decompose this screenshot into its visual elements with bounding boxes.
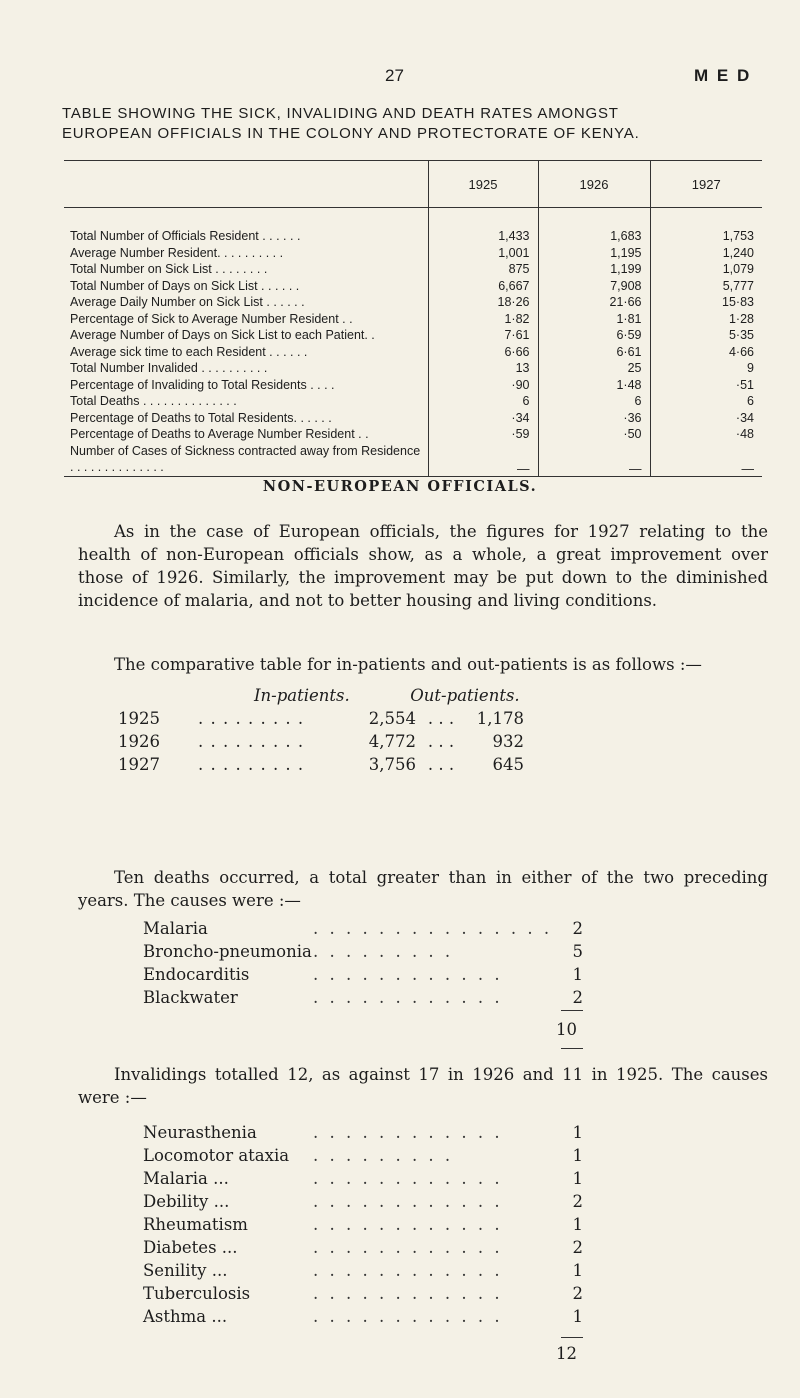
cause-label: Locomotor ataxia <box>143 1146 290 1165</box>
leader-dots: . . . . . . . . . . . . <box>313 1307 503 1326</box>
cause-label: Malaria <box>143 919 208 938</box>
cause-count: 1 <box>572 1169 583 1188</box>
deaths-total-rule <box>561 1010 583 1011</box>
table-header-row <box>64 161 762 208</box>
cause-label: Neurasthenia <box>143 1123 257 1142</box>
cell-value: 6 <box>428 393 538 410</box>
cause-count: 1 <box>572 1307 583 1326</box>
cell-value: 25 <box>538 360 650 377</box>
cell-value: ·51 <box>650 377 762 394</box>
table-row <box>64 360 762 377</box>
list-item <box>143 1167 583 1190</box>
cause-label: Rheumatism <box>143 1215 248 1234</box>
table-row <box>64 245 762 262</box>
row-label: Total Number of Days on Sick List . . . . . . <box>70 278 300 293</box>
out-patients-value: 645 <box>492 755 524 774</box>
cell-value: ·34 <box>428 410 538 427</box>
cell-value: 1·82 <box>428 311 538 328</box>
year-header: 1926 <box>538 161 650 208</box>
leader-dots: . . . . . . . . . . . . . . . <box>313 919 553 938</box>
leader-dots: . . . . . . . . . . . . <box>313 1169 503 1188</box>
list-item <box>143 1259 583 1282</box>
cell-value: — <box>650 443 762 477</box>
cell-value: 1·81 <box>538 311 650 328</box>
cell-value: 6 <box>650 393 762 410</box>
row-label: Total Number Invalided . . . . . . . . . . <box>70 361 268 376</box>
page-number: 27 <box>385 66 404 85</box>
row-label: Average Number of Days on Sick List to each Patient. . <box>70 328 375 343</box>
row-label: Total Number on Sick List . . . . . . . . <box>70 262 268 277</box>
patients-dots: . . . <box>427 709 455 728</box>
list-item <box>143 1236 583 1259</box>
row-label: Total Deaths . . . . . . . . . . . . . . <box>70 394 237 409</box>
paragraph-invalidings: Invalidings totalled 12, as against 17 in 1926 and 11 in 1925. The causes were :— <box>78 1065 768 1107</box>
patients-dots: . . . <box>427 755 455 774</box>
section-mark: M E D <box>694 66 752 85</box>
patients-row <box>118 709 648 728</box>
list-item <box>143 986 583 1009</box>
table-row <box>64 327 762 344</box>
cause-count: 1 <box>572 1215 583 1234</box>
row-label: Average Number Resident. . . . . . . . . . <box>70 245 284 260</box>
cause-count: 1 <box>572 1123 583 1142</box>
cause-count: 2 <box>572 1238 583 1257</box>
list-item <box>143 1121 583 1144</box>
table-title-line: TABLE SHOWING THE SICK, INVALIDING AND DEATH RATES AMONGST <box>62 105 619 122</box>
list-item <box>143 1190 583 1213</box>
cell-value: 6,667 <box>428 278 538 295</box>
in-patients-value: 2,554 <box>368 709 416 728</box>
in-patients-label: In-patients. <box>254 686 350 705</box>
cause-label: Endocarditis <box>143 965 250 984</box>
table-row <box>64 261 762 278</box>
cell-value: ·90 <box>428 377 538 394</box>
cause-label: Tuberculosis <box>143 1284 251 1303</box>
invalidings-list <box>143 1121 583 1328</box>
cell-value: 1·28 <box>650 311 762 328</box>
cell-value: ·36 <box>538 410 650 427</box>
cell-value: ·34 <box>650 410 762 427</box>
cell-value: 15·83 <box>650 294 762 311</box>
cell-value: 1,079 <box>650 261 762 278</box>
deaths-total: 10 <box>556 1020 577 1039</box>
table-title <box>62 104 762 144</box>
patients-year: 1925 <box>118 709 160 728</box>
row-label: Percentage of Sick to Average Number Resident . . <box>70 311 353 326</box>
cell-value: 1,195 <box>538 245 650 262</box>
table-row <box>64 377 762 394</box>
year-header: 1927 <box>650 161 762 208</box>
cell-value: 1,683 <box>538 208 650 245</box>
list-item <box>143 917 583 940</box>
cell-value: — <box>538 443 650 477</box>
cause-count: 2 <box>572 988 583 1007</box>
leader-dots: . . . . . . . . . . . . <box>313 1215 503 1234</box>
cell-value: 13 <box>428 360 538 377</box>
cause-label: Diabetes ... <box>143 1238 238 1257</box>
out-patients-value: 932 <box>492 732 524 751</box>
cell-value: 7·61 <box>428 327 538 344</box>
cause-count: 1 <box>572 1261 583 1280</box>
table-row <box>64 208 762 245</box>
year-header: 1925 <box>428 161 538 208</box>
cell-value: 6·66 <box>428 344 538 361</box>
cause-label: Blackwater <box>143 988 238 1007</box>
cell-value: 1,753 <box>650 208 762 245</box>
row-label: Average sick time to each Resident . . . . . . <box>70 344 308 359</box>
patients-year: 1927 <box>118 755 160 774</box>
cell-value: ·50 <box>538 426 650 443</box>
out-patients-label: Out-patients. <box>410 686 520 705</box>
in-patients-value: 4,772 <box>368 732 416 751</box>
cell-value: 1·48 <box>538 377 650 394</box>
cause-label: Senility ... <box>143 1261 228 1280</box>
invalidings-total-rule <box>561 1337 583 1338</box>
list-item <box>143 963 583 986</box>
paragraph-deaths: Ten deaths occurred, a total greater than in either of the two preceding years. The causes were :— <box>78 868 768 910</box>
leader-dots: . . . . . . . . . <box>313 942 454 961</box>
cell-value: 6·59 <box>538 327 650 344</box>
table-row <box>64 278 762 295</box>
leader-dots: . . . . . . . . . <box>313 1146 454 1165</box>
cause-count: 2 <box>572 1192 583 1211</box>
cell-value: 1,240 <box>650 245 762 262</box>
table-row <box>64 344 762 361</box>
in-patients-value: 3,756 <box>368 755 416 774</box>
paragraph-intro: As in the case of European officials, the figures for 1927 relating to the health of non-European officials show, as a whole, a great improvement over those of 1926. Similarly, the improvement may be put down to the diminished incidence of malaria, and not to better housing and living conditions. <box>78 522 768 610</box>
cause-count: 2 <box>572 1284 583 1303</box>
cell-value: 5,777 <box>650 278 762 295</box>
cell-value: — <box>428 443 538 477</box>
cell-value: 21·66 <box>538 294 650 311</box>
row-label: Number of Cases of Sickness contracted away from Residence . . . . . . . . . . . . . . <box>64 443 428 477</box>
patients-row <box>118 732 648 751</box>
list-item <box>143 940 583 963</box>
row-label: Percentage of Invaliding to Total Residents . . . . <box>70 377 335 392</box>
cause-label: Debility ... <box>143 1192 230 1211</box>
table-row <box>64 443 762 477</box>
cell-value: 18·26 <box>428 294 538 311</box>
leader-dots: . . . . . . . . . . . . <box>313 965 503 984</box>
section-heading: NON-EUROPEAN OFFICIALS. <box>262 478 538 495</box>
european-officials-table <box>64 160 762 477</box>
cause-count: 1 <box>572 965 583 984</box>
deaths-total-rule-bottom <box>561 1048 583 1049</box>
cell-value: 5·35 <box>650 327 762 344</box>
leader-dots: . . . . . . . . . . . . <box>313 1261 503 1280</box>
leader-dots: . . . . . . . . . . . . <box>313 1192 503 1211</box>
cause-count: 5 <box>572 942 583 961</box>
table-header-blank <box>64 161 428 208</box>
cell-value: ·59 <box>428 426 538 443</box>
deaths-list <box>143 917 583 1009</box>
list-item <box>143 1305 583 1328</box>
row-label: Percentage of Deaths to Total Residents. . . . . . <box>70 410 332 425</box>
cell-value: 1,199 <box>538 261 650 278</box>
cause-count: 2 <box>572 919 583 938</box>
patients-dots: . . . . . . . . . <box>198 709 305 728</box>
cause-label: Asthma ... <box>143 1307 228 1326</box>
list-item <box>143 1282 583 1305</box>
leader-dots: . . . . . . . . . . . . <box>313 988 503 1007</box>
cell-value: ·48 <box>650 426 762 443</box>
table-row <box>64 294 762 311</box>
cell-value: 1,433 <box>428 208 538 245</box>
table-body <box>64 208 762 477</box>
cause-count: 1 <box>572 1146 583 1165</box>
patients-row <box>118 755 648 774</box>
patients-header <box>254 686 520 705</box>
cell-value: 6·61 <box>538 344 650 361</box>
cause-label: Broncho-pneumonia <box>143 942 312 961</box>
invalidings-total: 12 <box>556 1344 577 1363</box>
out-patients-value: 1,178 <box>476 709 524 728</box>
row-label: Total Number of Officials Resident . . . . . . <box>70 229 301 244</box>
table-row <box>64 311 762 328</box>
cell-value: 875 <box>428 261 538 278</box>
list-item <box>143 1213 583 1236</box>
table-row <box>64 393 762 410</box>
table-row <box>64 426 762 443</box>
table-row <box>64 410 762 427</box>
cell-value: 6 <box>538 393 650 410</box>
cell-value: 9 <box>650 360 762 377</box>
leader-dots: . . . . . . . . . . . . <box>313 1123 503 1142</box>
cell-value: 1,001 <box>428 245 538 262</box>
row-label: Percentage of Deaths to Average Number Resident . . <box>70 427 369 442</box>
patients-dots: . . . <box>427 732 455 751</box>
patients-dots: . . . . . . . . . <box>198 732 305 751</box>
patients-dots: . . . . . . . . . <box>198 755 305 774</box>
paragraph-patients: The comparative table for in-patients and out-patients is as follows :— <box>114 655 702 674</box>
cell-value: 7,908 <box>538 278 650 295</box>
row-label: Average Daily Number on Sick List . . . . . . <box>70 295 305 310</box>
leader-dots: . . . . . . . . . . . . <box>313 1284 503 1303</box>
table-title-line: EUROPEAN OFFICIALS IN THE COLONY AND PROTECTORATE OF KENYA. <box>62 125 640 142</box>
cause-label: Malaria ... <box>143 1169 229 1188</box>
cell-value: 4·66 <box>650 344 762 361</box>
patients-year: 1926 <box>118 732 160 751</box>
leader-dots: . . . . . . . . . . . . <box>313 1238 503 1257</box>
list-item <box>143 1144 583 1167</box>
